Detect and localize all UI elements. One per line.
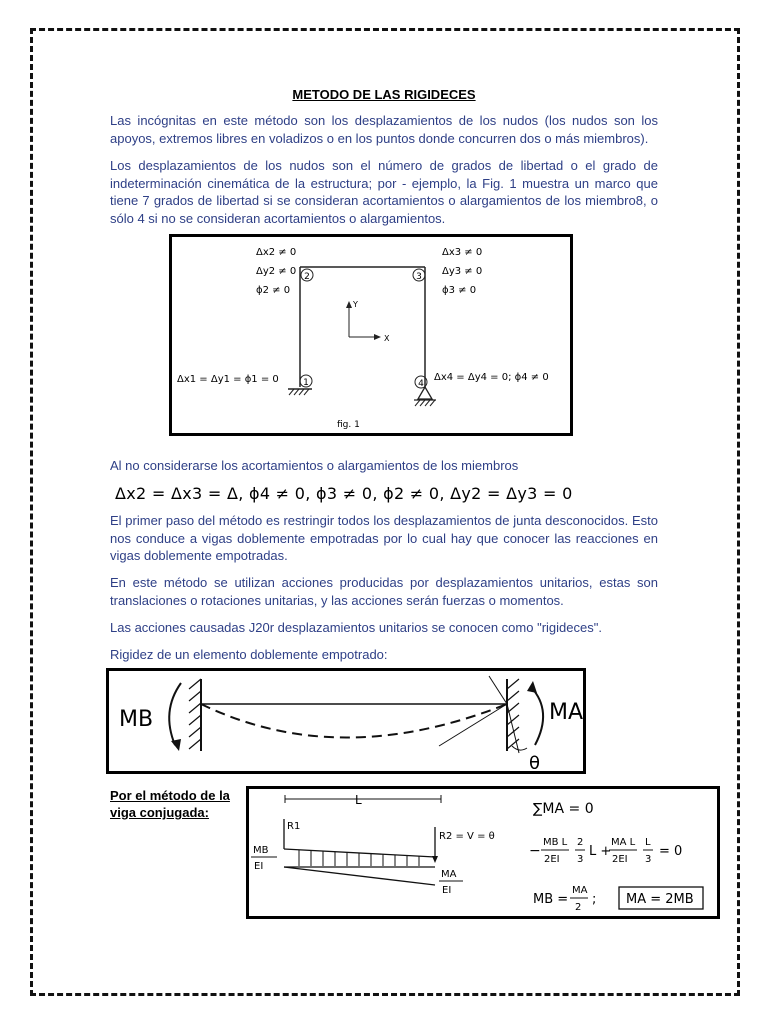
reaction-r2-label: R2 = V = θ xyxy=(439,831,495,842)
paragraph-no-shortening: Al no considerarse los acortamientos o alargamientos de los miembros xyxy=(110,458,519,473)
frame-diagram xyxy=(172,237,570,433)
reaction-r1-label: R1 xyxy=(287,821,301,832)
rotation-theta-label: θ xyxy=(529,753,541,771)
moment-mb-label: MB xyxy=(119,707,154,732)
figure-caption: fig. 1 xyxy=(337,420,360,430)
conjugate-beam-diagram xyxy=(249,789,717,916)
paragraph-fixed-element: Rigidez de un elemento doblemente empotrado: xyxy=(110,647,388,662)
ei-left-label: EI xyxy=(254,861,264,872)
paragraph-first-step: El primer paso del método es restringir todos los desplazamientos de junta desconocidos. Esto nos conduce a vigas doblemente empotradas por lo cual hay que conocer las reacciones en vigas doblemente empotradas. xyxy=(110,513,658,563)
eq-2ei-denominator-2: 2EI xyxy=(612,854,628,865)
eq-L-plus: L + xyxy=(589,844,612,859)
result-denominator: 2 xyxy=(575,902,582,913)
eq-L-third-den: 3 xyxy=(645,854,652,865)
paragraph-degrees-of-freedom: Los desplazamientos de los nudos son el número de grados de libertad o el grado de indeterminación cinemática de la estructura; por - ejemplo, la Fig. 1 muestra un marco que tiene 7 grados de libertad si se consideran acortamientos o alargamientos de los miembro8, o sólo 4 si no se consideran acortamientos o alargamientos. xyxy=(110,158,658,226)
node2-dy-label: Δy2 ≠ 0 xyxy=(256,266,297,277)
node4-condition-label: Δx4 = Δy4 = 0; ϕ4 ≠ 0 xyxy=(434,372,549,383)
page-title: METODO DE LAS RIGIDECES xyxy=(292,87,476,102)
boxed-result: MA = 2MB xyxy=(626,892,694,907)
paragraph-stiffness-definition: Las acciones causadas J20r desplazamientos unitarios se conocen como "rigideces". xyxy=(110,620,602,635)
fixed-beam-diagram xyxy=(109,671,583,771)
sum-moments-equation: ∑MA = 0 xyxy=(533,801,594,817)
conjugate-beam-label: Por el método de la viga conjugada: xyxy=(110,788,230,820)
node3-phi-label: ϕ3 ≠ 0 xyxy=(442,285,477,296)
eq-minus-sign: − xyxy=(529,843,541,859)
ma-numerator-label: MA xyxy=(441,869,457,880)
result-ma-numerator: MA xyxy=(572,885,588,896)
axis-y-label: Y xyxy=(353,300,358,309)
node-3-label: 3 xyxy=(416,272,422,282)
eq-two-third-den: 3 xyxy=(577,854,584,865)
node-2-label: 2 xyxy=(304,272,310,282)
eq-two-third-num: 2 xyxy=(577,837,584,848)
paragraph-unit-actions: En este método se utilizan acciones producidas por desplazamientos unitarios, estas son translaciones o rotaciones unitarias, y las acciones serán fuerzas o momentos. xyxy=(110,575,658,608)
ei-right-label: EI xyxy=(442,885,452,896)
axis-x-label: X xyxy=(384,334,390,343)
node3-dy-label: Δy3 ≠ 0 xyxy=(442,266,483,277)
eq-equals-zero: = 0 xyxy=(659,844,683,859)
mb-numerator-label: MB xyxy=(253,845,269,856)
paragraph-unknowns: Las incógnitas en este método son los desplazamientos de los nudos (los nudos son los apoyos, extremos libres en voladizos o en los puntos donde concurren dos o más miembros). xyxy=(110,113,658,146)
eq-L-third-num: L xyxy=(645,837,651,848)
result-semicolon: ; xyxy=(592,892,597,907)
displacement-equation: Δx2 = Δx3 = Δ, ϕ4 ≠ 0, ϕ3 ≠ 0, ϕ2 ≠ 0, Δy2 = Δy3 = 0 xyxy=(115,484,573,503)
figure-1-frame xyxy=(169,234,573,436)
eq-mal-numerator: MA L xyxy=(611,837,636,848)
node-4-label: 4 xyxy=(418,379,424,389)
result-mb-label: MB = xyxy=(533,892,569,907)
figure-conjugate-beam xyxy=(246,786,720,919)
moment-ma-label: MA xyxy=(549,700,583,725)
node-1-label: 1 xyxy=(303,378,309,388)
eq-2ei-denominator: 2EI xyxy=(544,854,560,865)
node2-phi-label: ϕ2 ≠ 0 xyxy=(256,285,291,296)
node1-condition-label: Δx1 = Δy1 = ϕ1 = 0 xyxy=(177,374,279,385)
length-L-label: L xyxy=(355,793,362,807)
node2-dx-label: Δx2 ≠ 0 xyxy=(256,247,297,258)
node3-dx-label: Δx3 ≠ 0 xyxy=(442,247,483,258)
figure-fixed-beam xyxy=(106,668,586,774)
eq-mbl-numerator: MB L xyxy=(543,837,568,848)
